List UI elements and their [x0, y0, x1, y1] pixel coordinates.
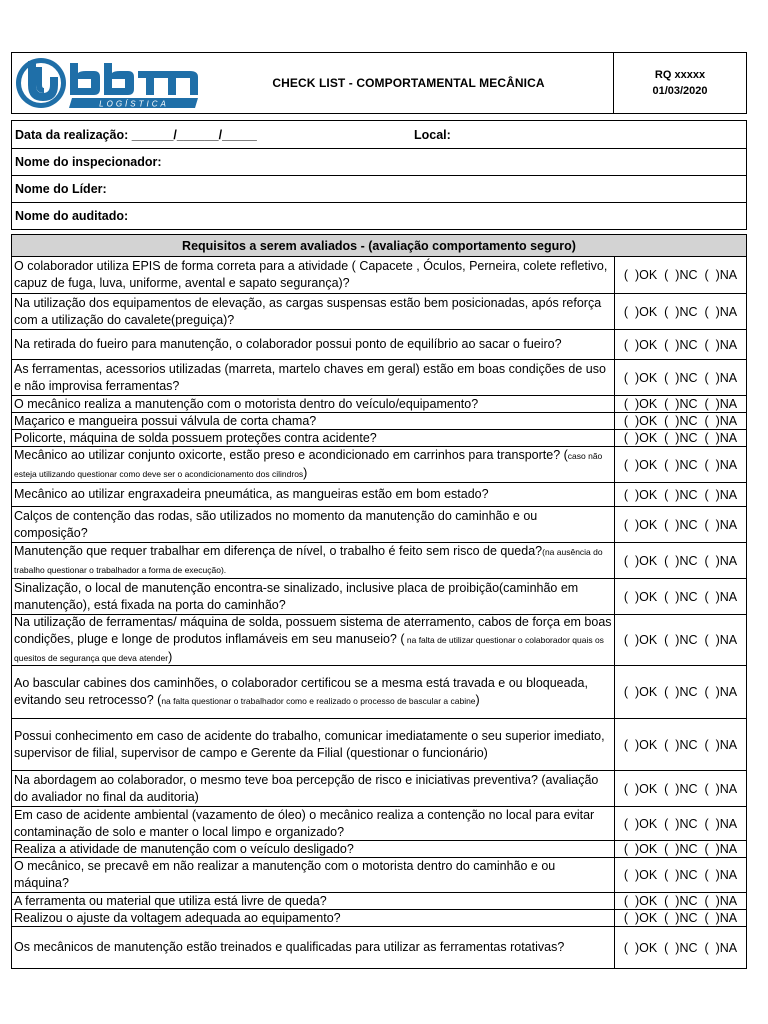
- leader-name-field[interactable]: [12, 175, 746, 202]
- checklist-row: [12, 293, 746, 329]
- checklist-row: [12, 909, 746, 926]
- ok-nc-na-options[interactable]: ( )OK ( )NC ( )NA: [614, 771, 746, 806]
- requirement-text: O colaborador utiliza EPIS de forma correta para a atividade ( Capacete , Óculos, Perneira, colete refletivo, capuz de fuga, luva, uniforme, avental e sapato segurança)?: [14, 259, 608, 290]
- ok-nc-na-options[interactable]: ( )OK ( )NC ( )NA: [614, 579, 746, 614]
- ok-nc-na-options[interactable]: ( )OK ( )NC ( )NA: [614, 413, 746, 429]
- checklist-row: [12, 578, 746, 614]
- ok-nc-na-options[interactable]: ( )OK ( )NC ( )NA: [614, 807, 746, 840]
- checklist-row: [12, 614, 746, 665]
- checklist-row: [12, 329, 746, 359]
- ok-nc-na-options[interactable]: ( )OK ( )NC ( )NA: [614, 666, 746, 718]
- leader-label: Nome do Líder:: [15, 182, 107, 196]
- requirements-rows: [12, 257, 746, 968]
- info-block: [11, 120, 747, 230]
- ok-nc-na-options[interactable]: ( )OK ( )NC ( )NA: [614, 330, 746, 359]
- checklist-row: [12, 359, 746, 395]
- requirement-text: Sinalização, o local de manutenção encontra-se sinalizado, inclusive placa de proibição(caminhão em manutenção), está fixada na porta do caminhão?: [14, 580, 579, 612]
- requirement-text: Os mecânicos de manutenção estão treinados e qualificadas para utilizar as ferramentas rotativas?: [14, 940, 565, 954]
- checklist-row: [12, 506, 746, 542]
- checklist-row: [12, 542, 746, 578]
- requirement-text: Em caso de acidente ambiental (vazamento de óleo) o mecânico realiza a contenção no local para evitar contaminação de solo e manter o local limpo e organizado?: [14, 807, 595, 839]
- requirement-text: Policorte, máquina de solda possuem proteções contra acidente?: [14, 430, 377, 445]
- checklist-row: [12, 718, 746, 770]
- requirements-heading: Requisitos a serem avaliados - (avaliação comportamento seguro): [12, 235, 746, 257]
- requirement-text: Na abordagem ao colaborador, o mesmo teve boa percepção de risco e iniciativas preventiva? (avaliação do avaliador no final da auditoria): [14, 772, 599, 804]
- requirement-text: Na utilização de ferramentas/ máquina de solda, possuem sistema de aterramento, cabos de força em boas condições, pluge e longe de produtos inflamáveis em seu manuseio? ( na falta de utilizar questionar o colaborador quais os quesitos de segurança que deva atender): [14, 614, 612, 664]
- ok-nc-na-options[interactable]: ( )OK ( )NC ( )NA: [614, 841, 746, 857]
- requirement-note: (na ausência do trabalho questionar o trabalhador a forma de execução).: [14, 546, 603, 575]
- local-label: Local:: [414, 127, 451, 142]
- requirement-text: A ferramenta ou material que utiliza está livre de queda?: [14, 893, 327, 908]
- checklist-row: [12, 482, 746, 506]
- checklist-row: [12, 412, 746, 429]
- ok-nc-na-options[interactable]: ( )OK ( )NC ( )NA: [614, 257, 746, 293]
- requirement-text: O mecânico, se precavê em não realizar a manutenção com o motorista dentro do caminhão e ou máquina?: [14, 859, 556, 890]
- requirement-text: Mecânico ao utilizar engraxadeira pneumática, as mangueiras estão em bom estado?: [14, 487, 489, 501]
- document-header: [11, 52, 747, 114]
- requirement-text: Maçarico e mangueira possui válvula de corta chama?: [14, 413, 317, 428]
- requirement-text: Ao bascular cabines dos caminhões, o colaborador certificou se a mesma está travada e ou bloqueada, evitando seu retrocesso? (na falta questionar o trabalhador como e realizado o processo de bascular a cabine): [14, 675, 588, 707]
- requirement-text: Mecânico ao utilizar conjunto oxicorte, estão preso e acondicionado em carrinhos para transporte? (caso não esteja utilizando questionar como deve ser o acondicionamento dos cilindros): [14, 447, 603, 480]
- ok-nc-na-options[interactable]: ( )OK ( )NC ( )NA: [614, 294, 746, 329]
- document-date: 01/03/2020: [652, 85, 708, 97]
- checklist-row: [12, 257, 746, 293]
- requirement-text: Realiza a atividade de manutenção com o veículo desligado?: [14, 841, 354, 856]
- requirement-text: As ferramentas, acessorios utilizadas (marreta, martelo chaves em geral) estão em boas condições de uso e não improvisa ferramentas?: [14, 361, 606, 393]
- audited-name-field[interactable]: [12, 202, 746, 229]
- requirement-text: O mecânico realiza a manutenção com o motorista dentro do veículo/equipamento?: [14, 396, 479, 411]
- checklist-row: [12, 857, 746, 892]
- requirements-table: [11, 234, 747, 969]
- svg-text:LOGÍSTICA: LOGÍSTICA: [99, 99, 169, 109]
- ok-nc-na-options[interactable]: ( )OK ( )NC ( )NA: [614, 719, 746, 770]
- checklist-row: [12, 665, 746, 718]
- requirement-text: Realizou o ajuste da voltagem adequada ao equipamento?: [14, 910, 341, 925]
- checklist-row: [12, 770, 746, 806]
- checklist-row: [12, 446, 746, 482]
- ok-nc-na-options[interactable]: ( )OK ( )NC ( )NA: [614, 615, 746, 665]
- checklist-row: [12, 395, 746, 412]
- document-code: RQ xxxxx: [654, 69, 706, 81]
- company-logo: [12, 53, 204, 113]
- ok-nc-na-options[interactable]: ( )OK ( )NC ( )NA: [614, 910, 746, 926]
- date-field[interactable]: [12, 121, 746, 148]
- ok-nc-na-options[interactable]: ( )OK ( )NC ( )NA: [614, 360, 746, 395]
- ok-nc-na-options[interactable]: ( )OK ( )NC ( )NA: [614, 927, 746, 968]
- ok-nc-na-options[interactable]: ( )OK ( )NC ( )NA: [614, 543, 746, 578]
- requirement-text: Calços de contenção das rodas, são utilizados no momento da manutenção do caminhão e ou composição?: [14, 508, 538, 540]
- date-label: Data da realização: ______/______/_____: [15, 127, 257, 142]
- document-title: CHECK LIST - COMPORTAMENTAL MECÂNICA: [272, 76, 545, 90]
- inspector-name-field[interactable]: [12, 148, 746, 175]
- ok-nc-na-options[interactable]: ( )OK ( )NC ( )NA: [614, 447, 746, 482]
- requirement-text: Na utilização dos equipamentos de elevação, as cargas suspensas estão bem posicionadas, após reforça com a utilização do cavalete(preguiça)?: [14, 295, 602, 327]
- checklist-row: [12, 429, 746, 446]
- inspector-label: Nome do inspecionador:: [15, 155, 162, 169]
- requirement-text: Possui conhecimento em caso de acidente do trabalho, comunicar imediatamente o seu superior imediato, supervisor de filial, supervisor de campo e Gerente da Filial (questionar o funcionário): [14, 728, 605, 760]
- ok-nc-na-options[interactable]: ( )OK ( )NC ( )NA: [614, 483, 746, 506]
- checklist-row: [12, 926, 746, 968]
- ok-nc-na-options[interactable]: ( )OK ( )NC ( )NA: [614, 893, 746, 909]
- requirement-note: na falta de utilizar questionar o colaborador quais os quesitos de segurança que deva atender: [14, 634, 604, 663]
- checklist-row: [12, 806, 746, 840]
- requirement-text: Manutenção que requer trabalhar em diferença de nível, o trabalho é feito sem risco de queda?(na ausência do trabalho questionar o trabalhador a forma de execução).: [14, 543, 603, 575]
- requirement-text: Na retirada do fueiro para manutenção, o colaborador possui ponto de equilíbrio ao sacar o fueiro?: [14, 337, 562, 351]
- requirement-note: na falta questionar o trabalhador como e realizado o processo de bascular a cabine: [161, 695, 476, 706]
- audited-label: Nome do auditado:: [15, 209, 129, 223]
- checklist-row: [12, 892, 746, 909]
- bbm-logo-icon: [14, 55, 200, 111]
- checklist-row: [12, 840, 746, 857]
- checklist-document: [11, 52, 747, 969]
- document-code-block: [613, 53, 746, 113]
- ok-nc-na-options[interactable]: ( )OK ( )NC ( )NA: [614, 396, 746, 412]
- ok-nc-na-options[interactable]: ( )OK ( )NC ( )NA: [614, 858, 746, 892]
- requirement-note: caso não esteja utilizando questionar como deve ser o acondicionamento dos cilindros: [14, 450, 603, 479]
- ok-nc-na-options[interactable]: ( )OK ( )NC ( )NA: [614, 507, 746, 542]
- ok-nc-na-options[interactable]: ( )OK ( )NC ( )NA: [614, 430, 746, 446]
